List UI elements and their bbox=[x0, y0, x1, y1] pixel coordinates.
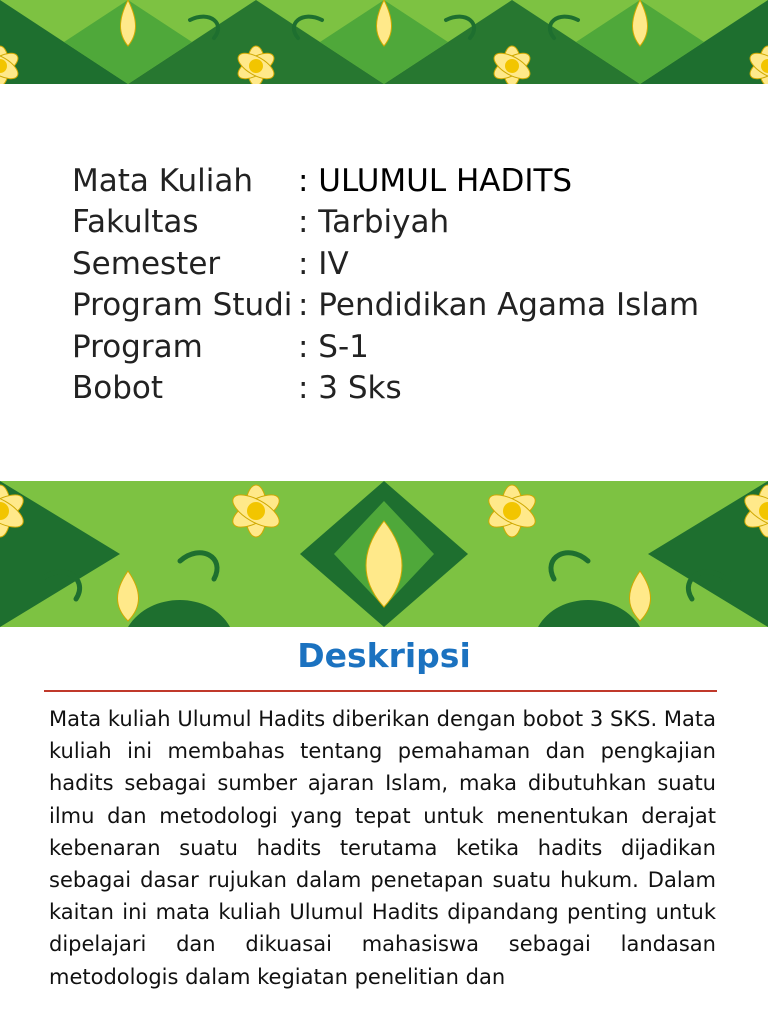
course-info-label: Mata Kuliah bbox=[72, 162, 254, 199]
course-info-label: Bobot bbox=[72, 370, 164, 407]
middle-ornament-banner bbox=[0, 481, 768, 627]
course-info-label: Program Studi bbox=[72, 287, 293, 324]
description-paragraph: Mata kuliah Ulumul Hadits diberikan dengan bobot 3 SKS. Mata kuliah ini membahas tentang pemahaman dan pengkajian hadits sebagai sumber ajaran Islam, maka dibutuhkan suatu ilmu dan metodologi yang tepat untuk menentukan derajat kebenaran suatu hadits terutama ketika hadits dijadikan sebagai dasar rujukan dalam penetapan suatu hukum. Dalam kaitan ini mata kuliah Ulumul Hadits dipandang penting untuk dipelajari dan dikuasai mahasiswa sebagai landasan metodologis dalam kegiatan penelitian dan bbox=[49, 707, 716, 989]
course-info-value: : 3 Sks bbox=[298, 370, 402, 407]
description-heading: Deskripsi bbox=[297, 636, 471, 675]
course-info-row bbox=[72, 202, 752, 244]
course-info-value: : Tarbiyah bbox=[298, 204, 450, 241]
course-info-row bbox=[72, 285, 752, 327]
course-info-row bbox=[72, 160, 752, 202]
course-info-value: : S-1 bbox=[298, 328, 369, 365]
heading-divider bbox=[44, 690, 717, 692]
course-info-row bbox=[72, 326, 752, 368]
ornament-pattern-top bbox=[0, 0, 768, 84]
course-info-value: : IV bbox=[298, 245, 349, 282]
top-ornament-banner bbox=[0, 0, 768, 84]
course-info-value: : ULUMUL HADITS bbox=[298, 162, 573, 199]
ornament-pattern-middle bbox=[0, 481, 768, 627]
course-info-value: : Pendidikan Agama Islam bbox=[298, 287, 700, 324]
course-info-row bbox=[72, 243, 752, 285]
course-info-row bbox=[72, 368, 752, 410]
course-info-label: Program bbox=[72, 328, 203, 365]
course-info-block bbox=[72, 160, 752, 409]
course-info-label: Fakultas bbox=[72, 204, 199, 241]
course-info-label: Semester bbox=[72, 245, 221, 282]
